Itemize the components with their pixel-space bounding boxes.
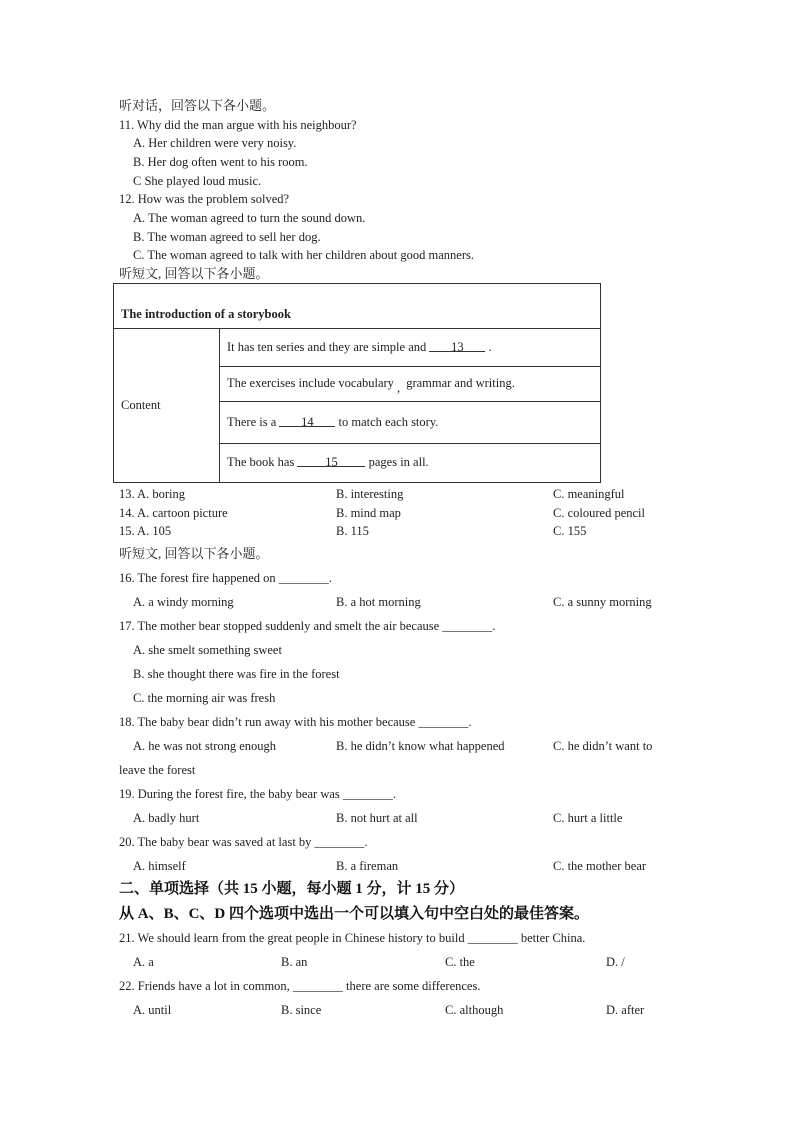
question-14-option-b: B. mind map [336,506,401,520]
table-cell-row-3: There is a 14 to match each story. [220,401,601,443]
table-cell-row-4: The book has 15 pages in all. [220,443,601,482]
question-12-option-a: A. The woman agreed to turn the sound down. [133,211,366,225]
question-21-option-a: A. a [133,955,154,969]
question-18-option-a: A. he was not strong enough [133,739,277,753]
table-cell-row-1: It has ten series and they are simple and 13 . [220,329,601,367]
question-18-option-c: C. he didn’t want to [553,739,653,753]
question-19-option-a: A. badly hurt [133,811,200,825]
question-16-option-a: A. a windy morning [133,595,234,609]
question-11-option-c: C She played loud music. [133,174,262,188]
question-16-option-c: C. a sunny morning [553,595,652,609]
question-15-option-b: B. 115 [336,524,369,538]
question-22-stem: 22. Friends have a lot in common, ________ there are some differences. [119,979,481,993]
table-title: The introduction of a storybook [114,284,601,329]
question-22-option-d: D. after [606,1003,645,1017]
question-18-option-b: B. he didn’t know what happened [336,739,505,753]
question-19-stem: 19. During the forest fire, the baby bear was ________. [119,787,397,801]
question-15-option-c: C. 155 [553,524,587,538]
question-20-option-a: A. himself [133,859,186,873]
question-11-stem: 11. Why did the man argue with his neighbour? [119,118,357,132]
question-18-option-c-continued: leave the forest [119,763,196,777]
question-20-option-c: C. the mother bear [553,859,647,873]
question-12-stem: 12. How was the problem solved? [119,192,290,206]
listen-passage-instruction-2: 听短文, 回答以下各小题。 [119,546,269,561]
question-22-option-c: C. although [445,1003,504,1017]
question-16-stem: 16. The forest fire happened on ________. [119,571,332,585]
question-19-option-c: C. hurt a little [553,811,623,825]
question-17-option-a: A. she smelt something sweet [133,643,282,657]
question-17-option-b: B. she thought there was fire in the forest [133,667,340,681]
question-20-option-b: B. a fireman [336,859,399,873]
question-14-option-c: C. coloured pencil [553,506,645,520]
question-16-option-b: B. a hot morning [336,595,421,609]
question-13-option-b: B. interesting [336,487,404,501]
question-17-stem: 17. The mother bear stopped suddenly and smelt the air because ________. [119,619,496,633]
question-21-option-b: B. an [281,955,308,969]
section-2-title: 二、单项选择（共 15 小题，每小题 1 分，计 15 分） [119,881,465,897]
blank-13: 13 [451,340,464,355]
section-2-instruction: 从 A、B、C、D 四个选项中选出一个可以填入句中空白处的最佳答案。 [119,906,590,922]
blank-15: 15 [325,455,338,470]
question-11-option-b: B. Her dog often went to his room. [133,155,308,169]
table-row-label: Content [114,329,220,483]
question-12-option-c: C. The woman agreed to talk with her children about good manners. [133,248,474,262]
question-13-option-c: C. meaningful [553,487,625,501]
listen-dialogue-instruction: 听对话，回答以下各小题。 [119,98,276,113]
question-21-option-d: D. / [606,955,625,969]
question-22-option-a: A. until [133,1003,172,1017]
table-cell-row-2: The exercises include vocabulary , grammar and writing. [220,367,601,401]
question-21-stem: 21. We should learn from the great people in Chinese history to build ________ better China. [119,931,586,945]
listen-passage-instruction-1: 听短文, 回答以下各小题。 [119,266,269,281]
question-12-option-b: B. The woman agreed to sell her dog. [133,230,321,244]
question-11-option-a: A. Her children were very noisy. [133,136,297,150]
question-17-option-c: C. the morning air was fresh [133,691,276,705]
question-20-stem: 20. The baby bear was saved at last by ________. [119,835,368,849]
question-13-option-a: 13. A. boring [119,487,185,501]
storybook-intro-table [113,283,601,483]
blank-14: 14 [301,414,314,429]
question-21-option-c: C. the [445,955,475,969]
question-15-option-a: 15. A. 105 [119,524,172,538]
question-19-option-b: B. not hurt at all [336,811,418,825]
question-14-option-a: 14. A. cartoon picture [119,506,228,520]
question-18-stem: 18. The baby bear didn’t run away with his mother because ________. [119,715,472,729]
question-22-option-b: B. since [281,1003,322,1017]
